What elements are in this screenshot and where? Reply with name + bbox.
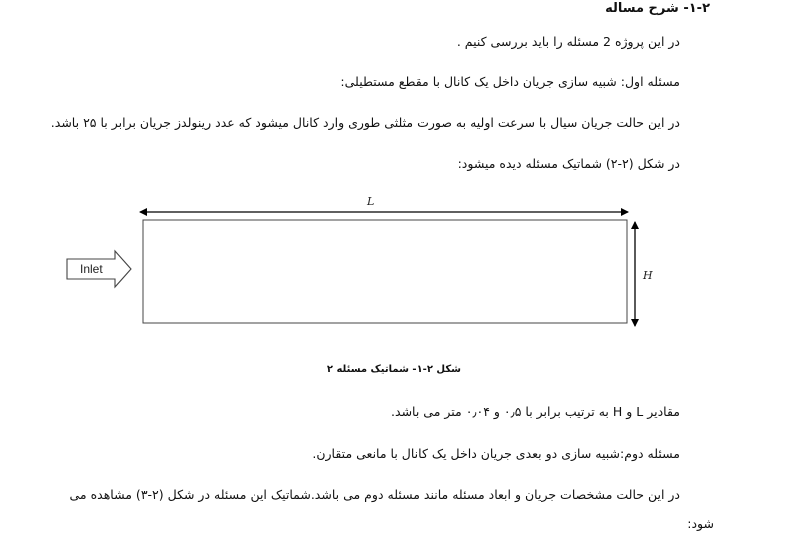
section-title: شرح مساله — [605, 1, 679, 16]
length-label: L — [367, 195, 375, 208]
inlet-label: Inlet — [80, 262, 103, 276]
paragraph-problem-two: مسئله دوم:شبیه سازی دو بعدی جریان داخل یک کانال با مانعی متقارن. — [312, 446, 680, 461]
section-heading — [605, 1, 710, 17]
paragraph-continuation: شود: — [687, 516, 714, 531]
channel-rectangle — [143, 220, 627, 323]
paragraph-dimensions: مقادیر L و H به ترتیب برابر با ۰٫۵ و ۰٫۰۴ متر می باشد. — [391, 404, 680, 419]
paragraph-problem-two-details: در این حالت مشخصات جریان و ابعاد مسئله مانند مسئله دوم می باشد.شماتیک این مسئله در شکل (۲-۳) مشاهده می — [69, 487, 680, 502]
paragraph-intro: در این پروژه 2 مسئله را باید بررسی کنیم . — [456, 34, 680, 49]
height-label: H — [643, 269, 653, 282]
paragraph-flow-description: در این حالت جریان سیال با سرعت اولیه به صورت مثلثی طوری وارد کانال میشود که عدد رینولدز جریان برابر با ۲۵ باشد. — [50, 115, 680, 130]
section-number: ۱-۲- — [683, 1, 710, 16]
paragraph-figure-reference: در شکل (۲-۲) شماتیک مسئله دیده میشود: — [457, 156, 680, 171]
channel-schematic — [0, 195, 810, 335]
figure-caption: شکل ۲-۱- شماتیک مسئله ۲ — [326, 364, 461, 375]
paragraph-problem-one: مسئله اول: شبیه سازی جریان داخل یک کانال با مقطع مستطیلی: — [340, 74, 680, 89]
